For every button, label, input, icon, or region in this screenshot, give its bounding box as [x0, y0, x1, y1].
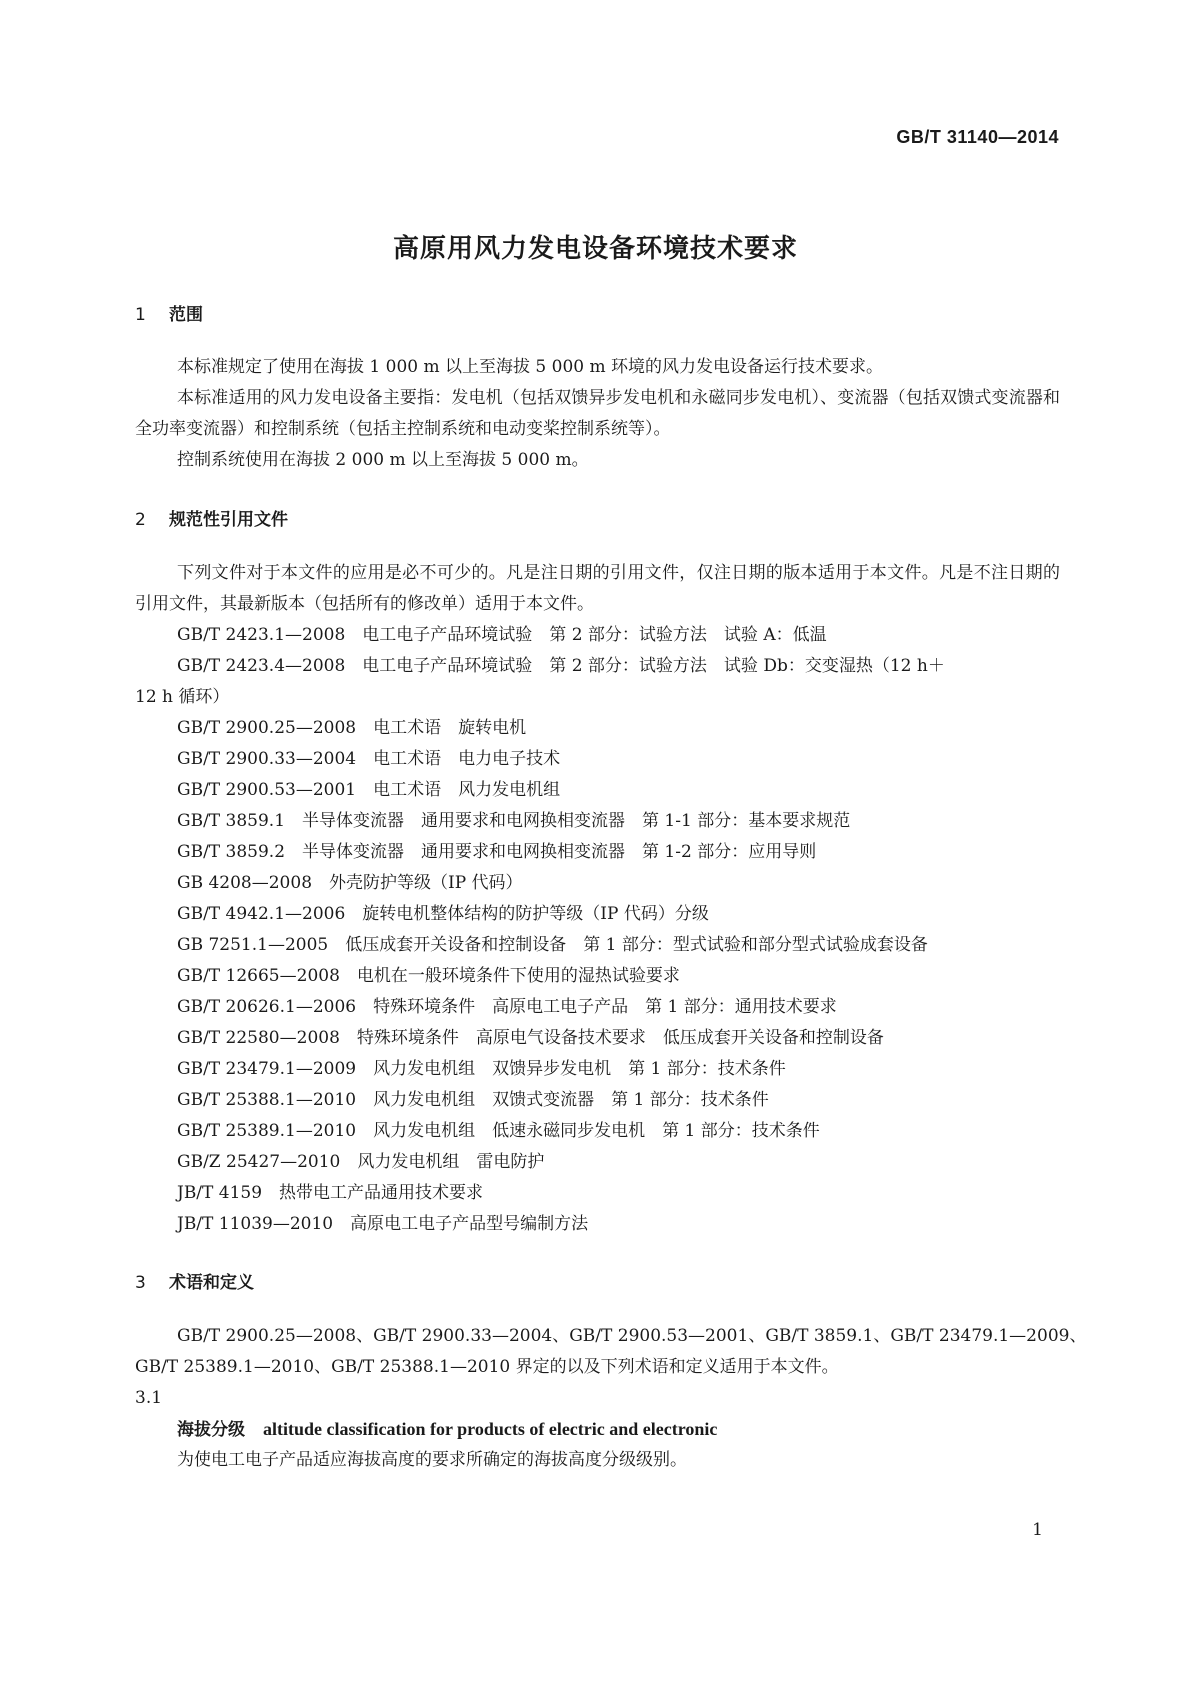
section-2-intro: 下列文件对于本文件的应用是必不可少的。凡是注日期的引用文件，仅注日期的版本适用于本文件。凡是不注日期的引用文件，其最新版本（包括所有的修改单）适用于本文件。 — [135, 563, 1060, 614]
section-3-title: 术语和定义 — [169, 1273, 254, 1293]
section-3-heading — [135, 1268, 254, 1293]
term-english: altitude classification for products of electric and electronic — [263, 1419, 718, 1439]
reference-item-continuation: 12 h 循环） — [135, 687, 230, 707]
section-1-paragraph-1: 本标准规定了使用在海拔 1 000 m 以上至海拔 5 000 m 环境的风力发电设备运行技术要求。 — [177, 357, 883, 377]
reference-item: GB/T 3859.2 半导体变流器 通用要求和电网换相变流器 第 1-2 部分：应用导则 — [177, 842, 817, 862]
section-3-intro-line-1: GB/T 2900.25—2008、GB/T 2900.33—2004、GB/T 2900.53—2001、GB/T 3859.1、GB/T 23479.1—2009、 — [177, 1326, 1087, 1346]
reference-item: GB/T 2423.1—2008 电工电子产品环境试验 第 2 部分：试验方法 试验 A：低温 — [177, 625, 827, 645]
reference-item: GB/Z 25427—2010 风力发电机组 雷电防护 — [177, 1152, 545, 1172]
reference-item: GB/T 2423.4—2008 电工电子产品环境试验 第 2 部分：试验方法 试验 Db：交变湿热（12 h＋ — [177, 656, 945, 676]
section-1-heading — [135, 300, 203, 325]
reference-item: JB/T 4159 热带电工产品通用技术要求 — [177, 1183, 484, 1203]
section-1-paragraph-2: 本标准适用的风力发电设备主要指：发电机（包括双馈异步发电机和永磁同步发电机）、变流器（包括双馈式变流器和全功率变流器）和控制系统（包括主控制系统和电动变桨控制系统等）。 — [135, 388, 1060, 439]
reference-item: GB 4208—2008 外壳防护等级（IP 代码） — [177, 873, 523, 893]
reference-item: GB/T 25389.1—2010 风力发电机组 低速永磁同步发电机 第 1 部分：技术条件 — [177, 1121, 820, 1141]
reference-item: GB/T 12665—2008 电机在一般环境条件下使用的湿热试验要求 — [177, 966, 680, 986]
reference-item: GB/T 23479.1—2009 风力发电机组 双馈异步发电机 第 1 部分：技术条件 — [177, 1059, 786, 1079]
section-3-intro-line-2: GB/T 25389.1—2010、GB/T 25388.1—2010 界定的以及下列术语和定义适用于本文件。 — [135, 1357, 839, 1377]
document-title: 高原用风力发电设备环境技术要求 — [392, 234, 798, 264]
standard-code: GB/T 31140—2014 — [896, 127, 1059, 147]
section-1-paragraph-3: 控制系统使用在海拔 2 000 m 以上至海拔 5 000 m。 — [177, 450, 589, 470]
reference-item: GB/T 2900.33—2004 电工术语 电力电子技术 — [177, 749, 561, 769]
reference-item: GB/T 3859.1 半导体变流器 通用要求和电网换相变流器 第 1-1 部分：基本要求规范 — [177, 811, 851, 831]
reference-item: GB/T 2900.25—2008 电工术语 旋转电机 — [177, 718, 527, 738]
reference-item: GB/T 25388.1—2010 风力发电机组 双馈式变流器 第 1 部分：技术条件 — [177, 1090, 769, 1110]
reference-item: GB/T 22580—2008 特殊环境条件 高原电气设备技术要求 低压成套开关设备和控制设备 — [177, 1028, 884, 1048]
reference-item: JB/T 11039—2010 高原电工电子产品型号编制方法 — [177, 1214, 589, 1234]
section-3-number: 3 — [135, 1273, 146, 1293]
term-entry — [177, 1414, 717, 1446]
section-2-title: 规范性引用文件 — [169, 510, 288, 530]
reference-item: GB/T 2900.53—2001 电工术语 风力发电机组 — [177, 780, 561, 800]
section-1-number: 1 — [135, 305, 146, 325]
term-definition: 为使电工电子产品适应海拔高度的要求所确定的海拔高度分级级别。 — [177, 1450, 687, 1470]
section-1-title: 范围 — [169, 305, 203, 325]
reference-item: GB/T 20626.1—2006 特殊环境条件 高原电工电子产品 第 1 部分：通用技术要求 — [177, 997, 837, 1017]
section-2-heading — [135, 505, 288, 530]
reference-item: GB/T 4942.1—2006 旋转电机整体结构的防护等级（IP 代码）分级 — [177, 904, 709, 924]
term-chinese: 海拔分级 — [177, 1420, 245, 1440]
section-2-number: 2 — [135, 510, 146, 530]
page-number: 1 — [1032, 1520, 1043, 1540]
reference-item: GB 7251.1—2005 低压成套开关设备和控制设备 第 1 部分：型式试验和部分型式试验成套设备 — [177, 935, 928, 955]
clause-number: 3.1 — [135, 1388, 163, 1408]
